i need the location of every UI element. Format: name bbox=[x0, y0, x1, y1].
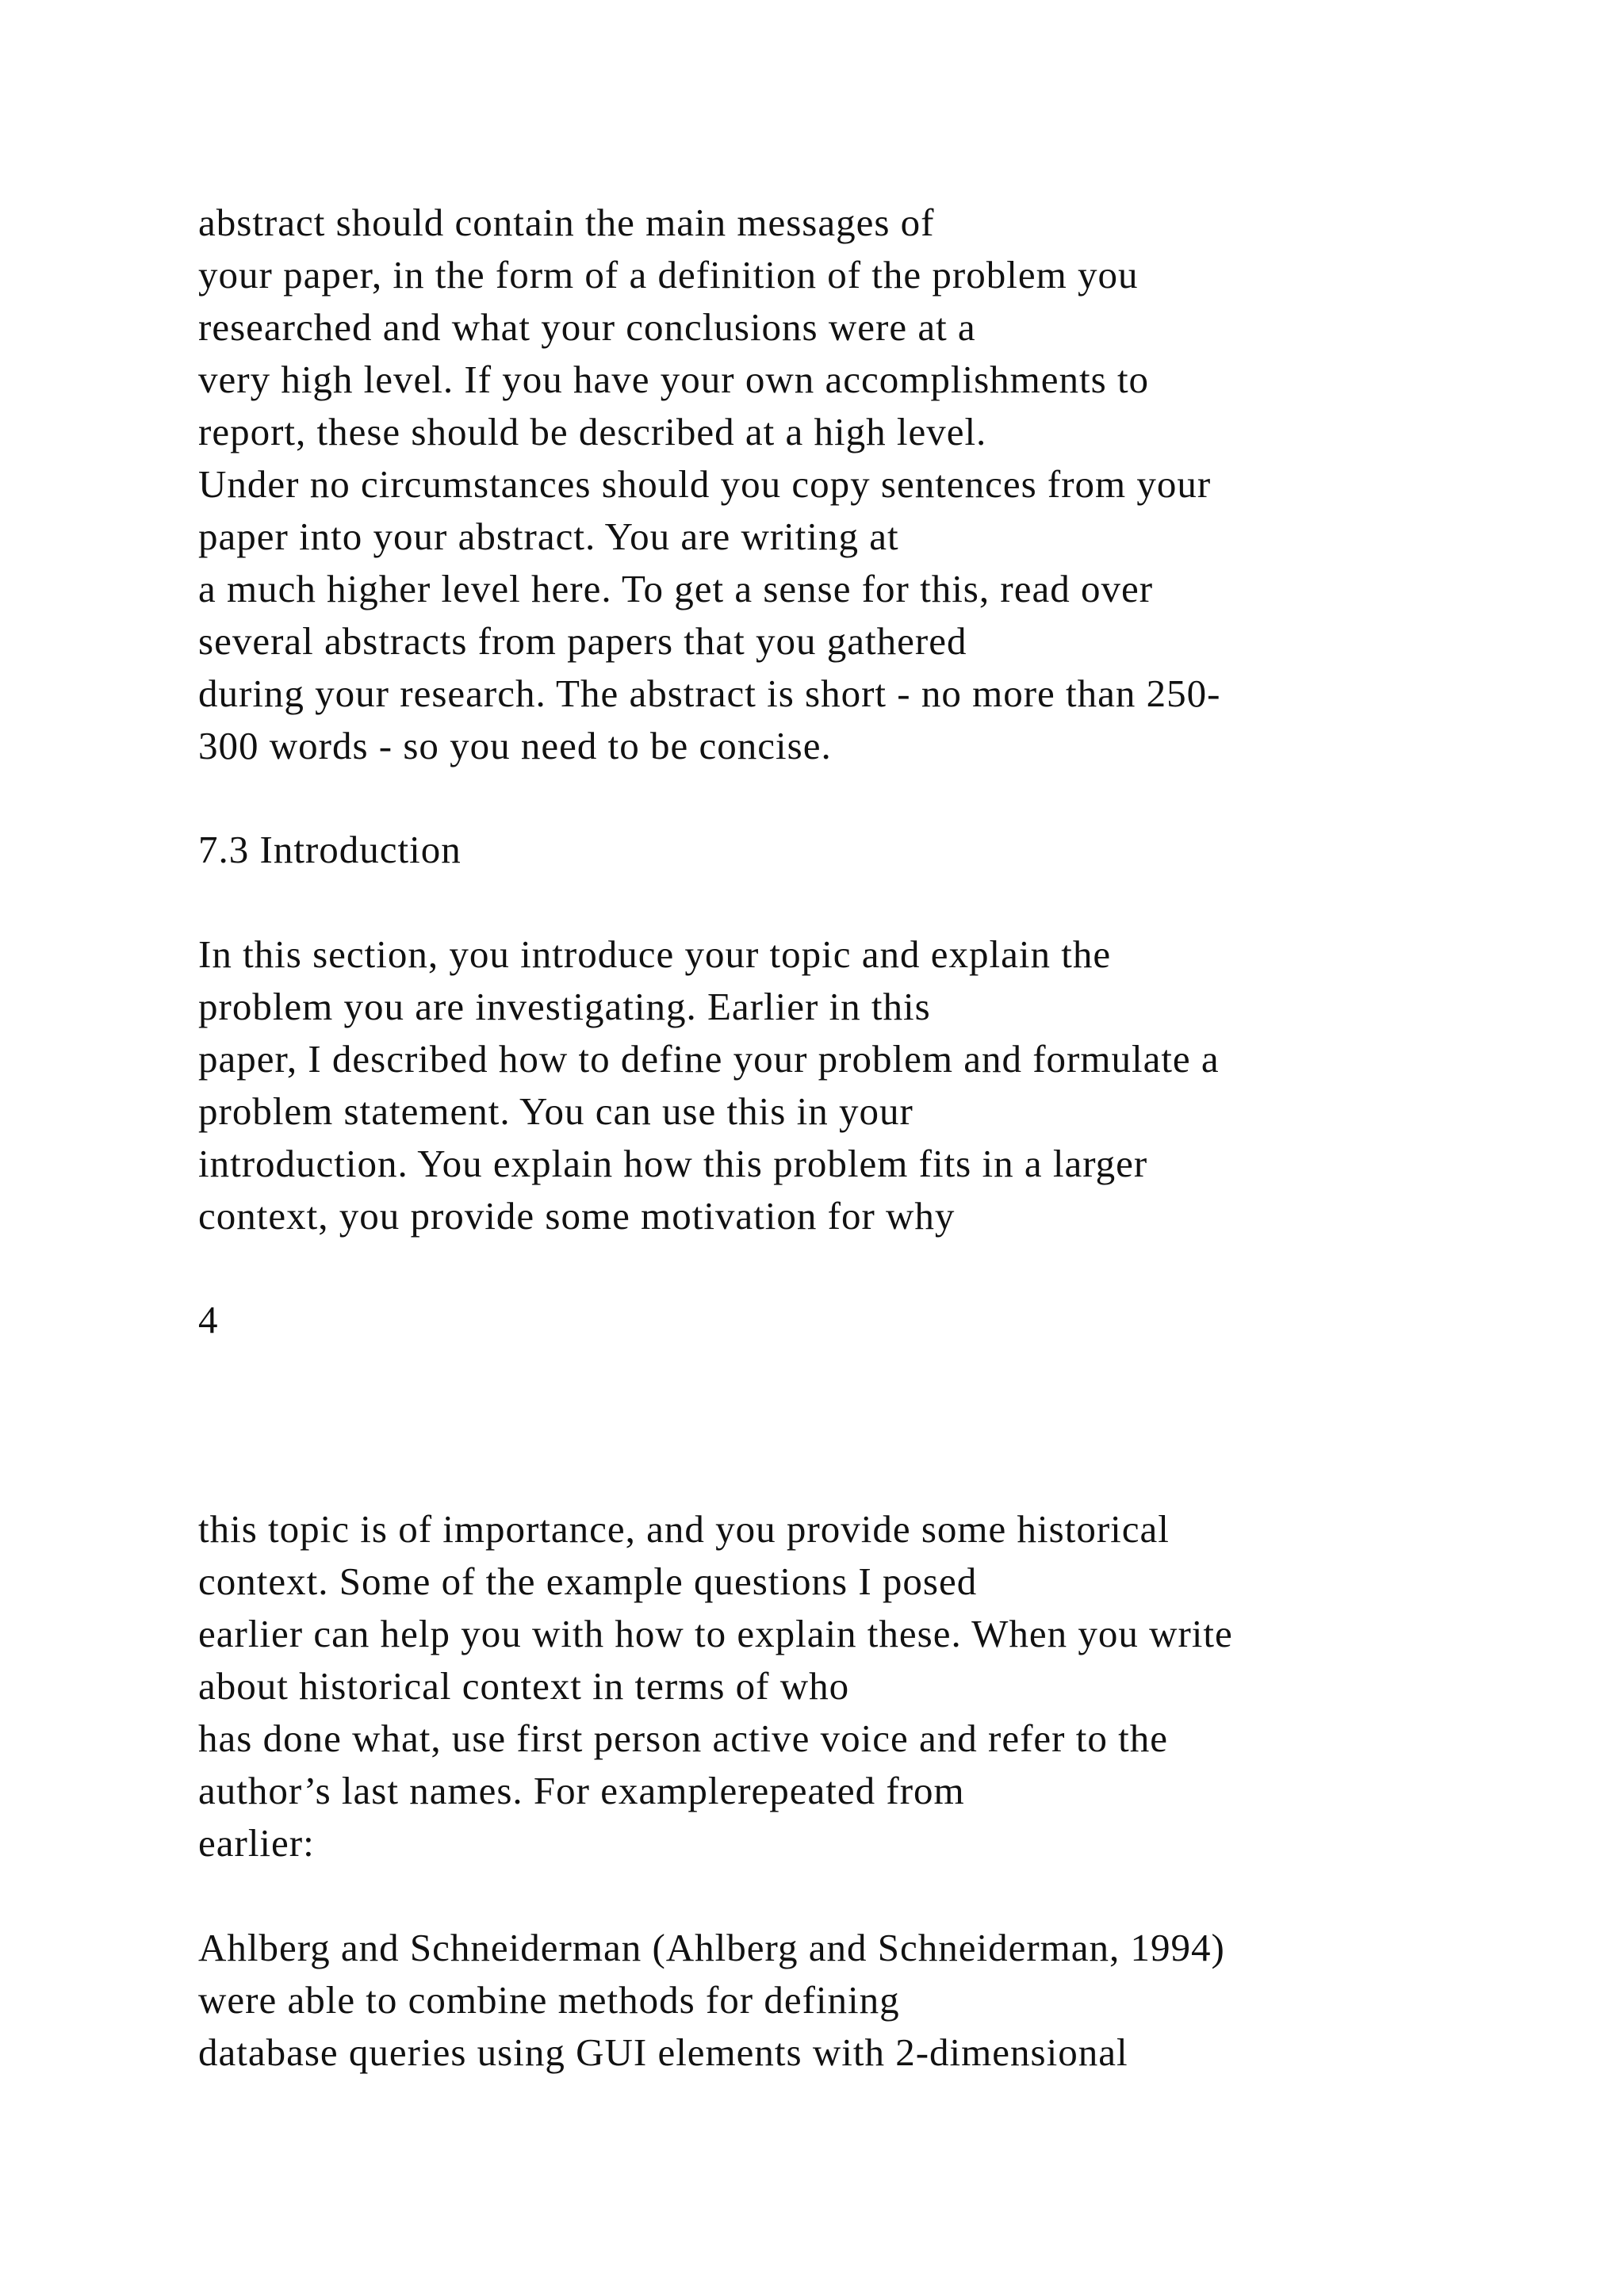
text-line: Under no circumstances should you copy sentences from your bbox=[198, 462, 1212, 506]
section-heading bbox=[198, 824, 1594, 876]
intro-paragraph bbox=[198, 928, 1594, 1242]
text-line: In this section, you introduce your topic and explain the bbox=[198, 932, 1112, 976]
text-line: were able to combine methods for defining bbox=[198, 1978, 900, 2022]
text-line: several abstracts from papers that you gathered bbox=[198, 619, 967, 663]
text-line: 300 words - so you need to be concise. bbox=[198, 724, 832, 767]
text-line: database queries using GUI elements with 2-dimensional bbox=[198, 2030, 1128, 2074]
text-line: a much higher level here. To get a sense for this, read over bbox=[198, 567, 1154, 610]
text-line: context. Some of the example questions I posed bbox=[198, 1559, 978, 1603]
text-line: has done what, use first person active voice and refer to the bbox=[198, 1716, 1168, 1760]
continued-paragraph bbox=[198, 1503, 1594, 1869]
text-line: abstract should contain the main messages of bbox=[198, 201, 935, 244]
text-line: introduction. You explain how this problem fits in a larger bbox=[198, 1142, 1148, 1185]
text-line: earlier: bbox=[198, 1821, 315, 1865]
text-line: during your research. The abstract is short - no more than 250- bbox=[198, 672, 1221, 715]
text-line: very high level. If you have your own accomplishments to bbox=[198, 358, 1150, 401]
text-line: paper, I described how to define your problem and formulate a bbox=[198, 1037, 1220, 1081]
text-line: Ahlberg and Schneiderman (Ahlberg and Schneiderman, 1994) bbox=[198, 1926, 1225, 1969]
text-line: your paper, in the form of a definition of the problem you bbox=[198, 253, 1139, 297]
text-line: paper into your abstract. You are writing at bbox=[198, 515, 899, 558]
section-heading-text: 7.3 Introduction bbox=[198, 828, 462, 871]
text-line: earlier can help you with how to explain these. When you write bbox=[198, 1612, 1233, 1655]
text-line: report, these should be described at a high level. bbox=[198, 410, 987, 453]
page-number-text: 4 bbox=[198, 1298, 219, 1341]
text-line: researched and what your conclusions were at a bbox=[198, 305, 976, 349]
text-line: author’s last names. For examplerepeated from bbox=[198, 1769, 965, 1812]
abstract-paragraph bbox=[198, 197, 1594, 772]
text-line: problem statement. You can use this in your bbox=[198, 1089, 914, 1133]
text-line: problem you are investigating. Earlier in this bbox=[198, 985, 931, 1028]
example-paragraph bbox=[198, 1922, 1594, 2079]
text-line: context, you provide some motivation for why bbox=[198, 1194, 956, 1238]
text-line: about historical context in terms of who bbox=[198, 1664, 850, 1708]
page-number bbox=[198, 1294, 1594, 1346]
text-line: this topic is of importance, and you provide some historical bbox=[198, 1507, 1170, 1551]
